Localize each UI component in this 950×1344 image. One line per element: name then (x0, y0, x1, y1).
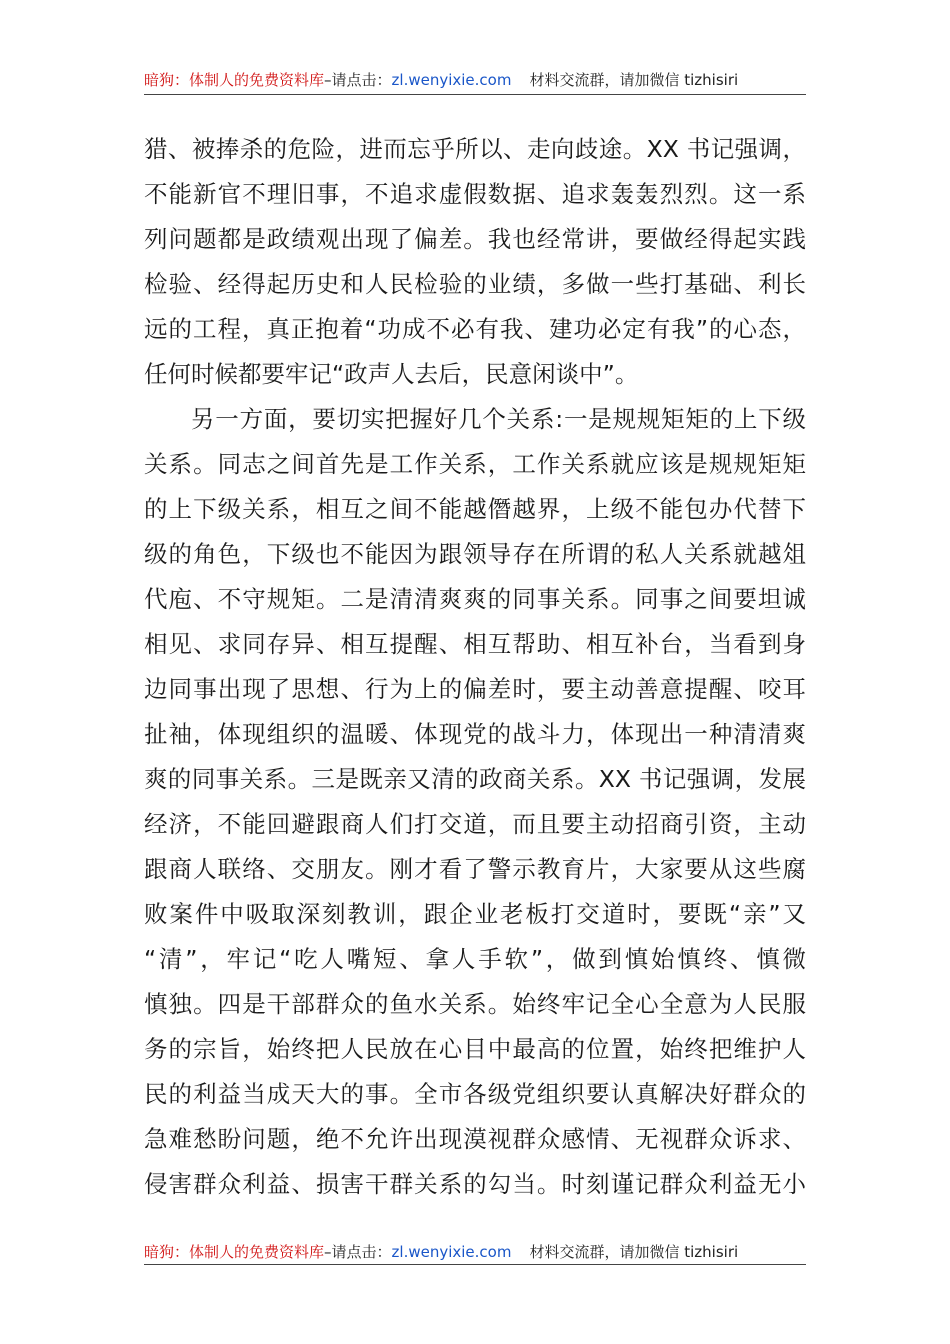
text-line: 败案件中吸取深刻教训，跟企业老板打交道时，要既“亲”又 (144, 900, 806, 928)
header-divider (144, 94, 806, 95)
text-line: 慎独。四是干部群众的鱼水关系。始终牢记全心全意为人民服 (144, 990, 806, 1018)
text-line: 的上下级关系，相互之间不能越僭越界，上级不能包办代替下 (144, 495, 806, 523)
text-line: 检验、经得起历史和人民检验的业绩，多做一些打基础、利长 (144, 270, 806, 298)
footer-note: 材料交流群，请加微信 tizhisiri (529, 1243, 739, 1261)
footer-brand: 暗狗：体制人的免费资料库 (144, 1243, 325, 1261)
text-line: 猎、被捧杀的危险，进而忘乎所以、走向歧途。XX 书记强调， (144, 135, 806, 163)
text-line: 侵害群众利益、损害干群关系的勾当。时刻谨记群众利益无小 (144, 1170, 806, 1198)
text-line: 列问题都是政绩观出现了偏差。我也经常讲，要做经得起实践 (144, 225, 806, 253)
text-line: 跟商人联络、交朋友。刚才看了警示教育片，大家要从这些腐 (144, 855, 806, 883)
paragraph-2 (144, 397, 806, 1207)
paragraph-1 (144, 127, 806, 397)
header-note: 材料交流群，请加微信 tizhisiri (529, 71, 739, 89)
text-line: 急难愁盼问题，绝不允许出现漠视群众感情、无视群众诉求、 (144, 1125, 806, 1153)
footer-prompt: –请点击： (324, 1243, 392, 1261)
text-line: 相见、求同存异、相互提醒、相互帮助、相互补台，当看到身 (144, 630, 806, 658)
footer-url-link[interactable]: zl.wenyixie.com (391, 1243, 512, 1261)
text-line: 民的利益当成天大的事。全市各级党组织要认真解决好群众的 (144, 1080, 806, 1108)
text-line: 爽的同事关系。三是既亲又清的政商关系。XX 书记强调，发展 (144, 765, 806, 793)
text-line: 代庖、不守规矩。二是清清爽爽的同事关系。同事之间要坦诚 (144, 585, 806, 613)
text-line: 边同事出现了思想、行为上的偏差时，要主动善意提醒、咬耳 (144, 675, 806, 703)
text-line: 另一方面，要切实把握好几个关系:一是规规矩矩的上下级 (191, 405, 806, 433)
footer-divider (144, 1264, 806, 1265)
header-url-link[interactable]: zl.wenyixie.com (391, 71, 512, 89)
text-line: 级的角色，下级也不能因为跟领导存在所谓的私人关系就越俎 (144, 540, 806, 568)
text-line: 关系。同志之间首先是工作关系，工作关系就应该是规规矩矩 (144, 450, 806, 478)
document-body (144, 127, 806, 1207)
text-line: 远的工程，真正抱着“功成不必有我、建功必定有我”的心态， (144, 315, 806, 343)
header-brand: 暗狗：体制人的免费资料库 (144, 71, 325, 89)
text-line: 扯袖，体现组织的温暖、体现党的战斗力，体现出一种清清爽 (144, 720, 806, 748)
text-line: “清”，牢记“吃人嘴短、拿人手软”，做到慎始慎终、慎微 (144, 945, 806, 973)
text-line: 任何时候都要牢记“政声人去后，民意闲谈中”。 (144, 360, 639, 388)
text-line: 务的宗旨，始终把人民放在心目中最高的位置，始终把维护人 (144, 1035, 806, 1063)
header-banner (144, 70, 806, 90)
text-line: 经济，不能回避跟商人们打交道，而且要主动招商引资，主动 (144, 810, 806, 838)
text-line: 不能新官不理旧事，不追求虚假数据、追求轰轰烈烈。这一系 (144, 180, 806, 208)
header-prompt: –请点击： (324, 71, 392, 89)
footer-banner (144, 1242, 806, 1262)
